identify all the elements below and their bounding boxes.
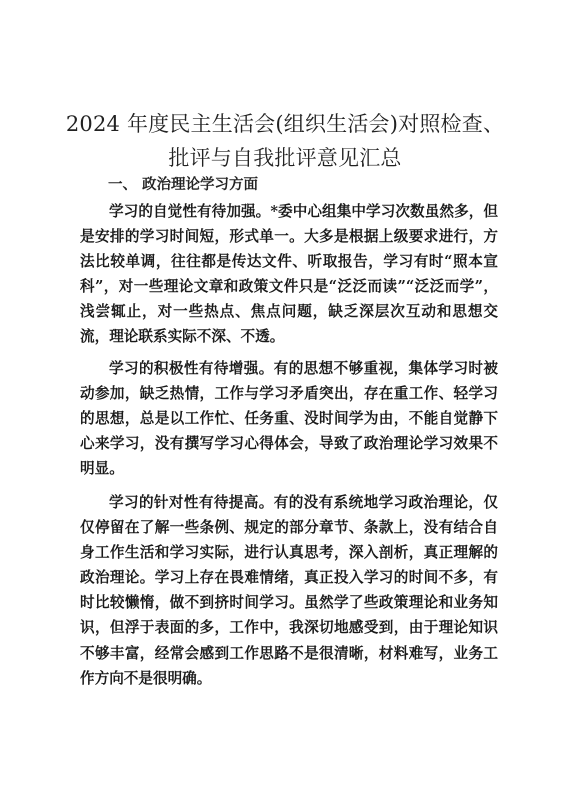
document-title-line1: 2024 年度民主生活会(组织生活会)对照检查、 bbox=[65, 112, 505, 136]
document-title-line2: 批评与自我批评意见汇总 bbox=[168, 146, 402, 170]
paragraph-study-pertinence: 学习的针对性有待提高。有的没有系统地学习政治理论，仅仅停留在了解一些条例、规定的部分章节、条款上，没有结合自身工作生活和学习实际，进行认真思考，深入剖析，真正理解的政治理论。学习上存在畏难情绪，真正投入学习的时间不多，有时比较懒惰，做不到挤时间学习。虽然学了些政策理论和业务知识，但浮于表面的多，工作中，我深切地感受到，由于理论知识不够丰富，经常会感到工作思路不是很清晰，材料难写，业务工作方向不是很明确。 bbox=[80, 494, 498, 687]
section-heading: 一、 政治理论学习方面 bbox=[108, 176, 259, 193]
paragraph-study-consciousness: 学习的自觉性有待加强。*委中心组集中学习次数虽然多，但是安排的学习时间短，形式单一。大多是根据上级要求进行，方法比较单调，往往都是传达文件、听取报告，学习有时“照本宣科”，对一些理论文章和政策文件只是“泛泛而读”“泛泛而学”，浅尝辄止，对一些热点、焦点问题，缺乏深层次互动和思想交流，理论联系实际不深、不透。 bbox=[80, 203, 498, 346]
paragraph-study-enthusiasm: 学习的积极性有待增强。有的思想不够重视，集体学习时被动参加，缺乏热情，工作与学习矛盾突出，存在重工作、轻学习的思想，总是以工作忙、任务重、没时间学为由，不能自觉静下心来学习，没有撰写学习心得体会，导致了政治理论学习效果不明显。 bbox=[80, 360, 498, 478]
